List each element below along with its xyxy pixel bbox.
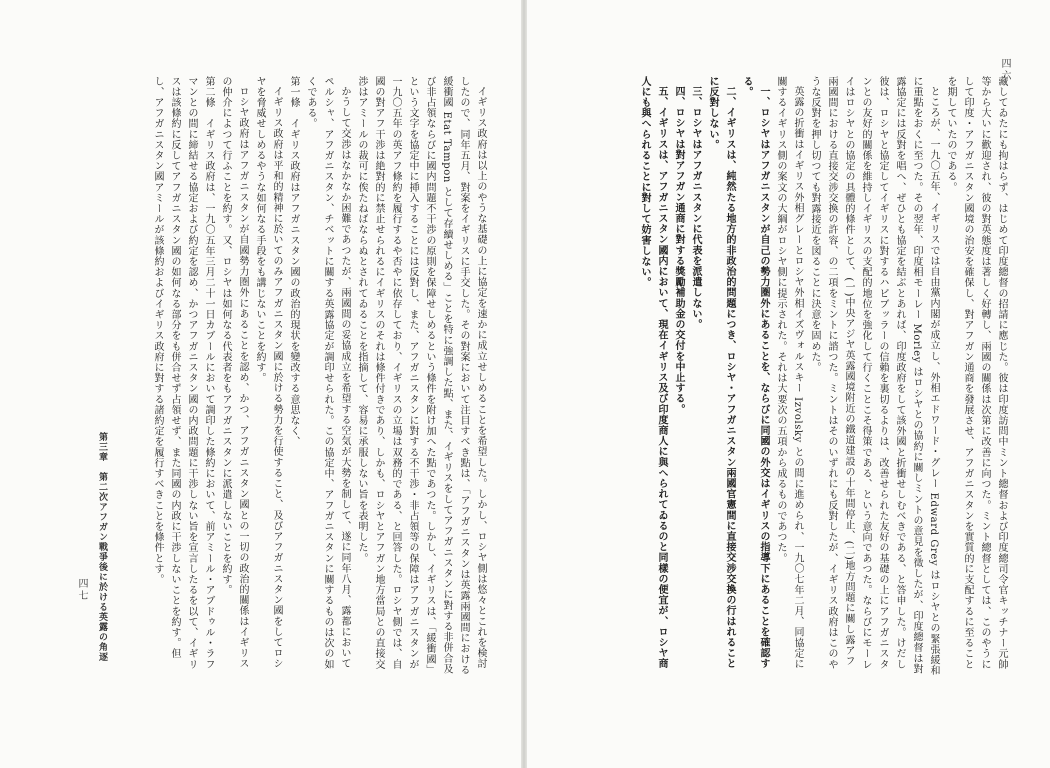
right-page-body (540, 76, 1010, 676)
right-clause-4: 四、ロシヤは對アフガン通商に對する獎勵補助金の交付を中止する。 (673, 86, 684, 415)
right-clause-2: 二、イギリスは、純然たる地方的非政治的問題につき、ロシヤ・アフガニスタン兩國官憲間に直接交涉交換の行はれることに反對しない。 (707, 76, 735, 669)
right-paragraph-3: 英露の折衝はイギリス外相グレーとロシヤ外相イズヴォルスキー Izvolsky との間に進められ、一九〇七年二月、同協定に關するイギリス側の案文の大綱がロシヤ側に提示された。それは大要次の五項から成るものであつた。 (775, 76, 803, 670)
right-paragraph-1: 藏してゐたにも拘はらず、はじめて印度總督の招請に應じた。彼は印度訪問中ミント總督および印度總司令官キッチナー元帥等から大いに歡迎され、彼の對英態度は著しく好轉し、兩國の關係は次第に改善に向つた。ミント總督としては、このやうにして印度・アフガニスタン國境の治安を確保し、對アフガン通商を發展させ、アフガニスタンを實質的に支配するに至ることを期していたのである。 (945, 76, 1007, 670)
right-clause-5: 五、イギリスは、アフガニスタン國内において、現在イギリス及び印度商人に與へられてゐるのと同樣の便宜が、ロシヤ商人にも與へられることに對して妨害しない。 (639, 76, 667, 669)
page-number-right: 四六 (999, 58, 1010, 82)
left-page (0, 0, 521, 768)
left-paragraph-2: かうして交渉はなかなか困難であつたが、兩國間の妥協成立を希望する空気が大勢を制して、遂に同年八月、露都においてペルシャ、アフガニスタン、チベットに關する英露協定が調印せられた。この協定中、アフガニスタンに關するものは次の如くである。 (305, 76, 350, 670)
right-paragraph-2: ところが、一九〇五年、イギリスでは自由黨内閣が成立し、外相エドワード・グレー Edward Grey はロシヤとの緊張緩和に重點をおくに至つた。その翌年、印度相モーレー Morley はロシヤとの協約に關しミントの意見を徵したが、印度總督は對露協定には反對を唱へ、ぜひとも協定を結ぶとあれば、印度政府をして該外國と折衝せしむべきである、と答申した。けだし彼は、ロシヤと協定してイギリスに對するハビブッラーの信賴を裏切るよりは、改善せられた友好の基礎の上にアフガニスタンとの友好的關係を維持しイギリスの支配的地位を強化して行くことこそ得策である、という意向であつた。ならびにモーレイはロシヤとの協定の具體的條件として、(一)中央アジヤ英露國境附近の鐵道建設の十年間停止、(二)地方問題に關し露アフ兩國間における直接交涉交換の許容、の二項をミントに諮つた。ミントはそのいずれにも反對したが、イギリス政府はこのやうな反對を押し切つても對露接近を図ることに決意を固めた。 (809, 76, 939, 676)
left-paragraph-5: ロシヤ政府はアフガニスタンが自國勢力圏外にあることを認め、かつ、アフガニスタン國との一切の政治的關係はイギリスの仲介によつて行ふことを約す。又、ロシヤは如何なる代表者をもアフガニスタンに派遣しないことを約す。 (220, 76, 248, 669)
right-clause-1: 一、ロシヤはアフガニスタンが自己の勢力圏外にあることを、ならびに同國の外交はイギリスの指導下にあることを確認する。 (741, 76, 769, 669)
left-article-2: 第二條 イギリス政府は、一九〇五年三月二十一日カブールにおいて調印した條約において、前アミール・アブドゥル・ラフマンとの間に締結せる協定および約定を認め、かつアフガニスタン國の内政問題に干渉しない旨を宣言したるを以て、イギリスは該條約に反してアフガニスタン國の如何なる部分をも併合せず占領せず、また同國の内政に干渉しないことを約す。但し、アフガニスタン國アミールが該條約およびイギリス政府に對する諸約定を履行すべきことを條件とす。 (152, 76, 214, 670)
left-paragraph-1: イギリス政府は以上のやうな基礎の上に協定を速かに成立せしめることを希望した。しかし、ロシヤ側は悠々とこれを検討したので、同年五月、對案をイギリスに手交した。その對案において注目すべき點は、「アフガニスタンは英露兩國間における緩衝國 Etat Tampon として存續せしめる」ことを特に強調した點、また、イギリスをしてアフガニスタンに對する非併合及び非占領ならびに國内問題不干渉の原則を保障せしめるという條件を附け加へた點であつた。しかし、イギリスは、「緩衝國」という文字を協定中に挿入することには反對し、また、アフガニスタンに對する不干渉・非占領等の保障はアフガニスタンが一九〇五年の英アフ條約を履行するや否やに依存しており、イギリスの立場は双務的である、と回答した。ロシヤ側では、自國の對アフ干渉は絶對的に禁止せられるにイギリスのそれは條件付きであり、しかも、ロシヤとアフガン地方當局との直接交渉はアミールの裁可に俟たねばならぬとされてゐることを指摘して、容易に承服しない旨を表明した。 (356, 76, 486, 676)
running-head: 第三章 第二次アフガン戰爭後に於ける英露の角逐 (97, 432, 107, 662)
page-number-left: 四七 (76, 578, 87, 602)
left-article-1-heading: 第一條 イギリス政府はアフガニスタン國の政治的現状を變改する意思なく、 (288, 76, 299, 447)
right-clause-3: 三、ロシヤはアフガニスタンに代表を派遣しない。 (690, 86, 701, 330)
left-paragraph-4: イギリス政府は平和的精神に於いてのみアフガニスタン國に於ける勢力を行使すること、及びアフガニスタン國をしてロシヤを脅威せしめるやうな如何なる手段をも講じないことを約す。 (254, 76, 282, 669)
right-page (527, 0, 1050, 768)
